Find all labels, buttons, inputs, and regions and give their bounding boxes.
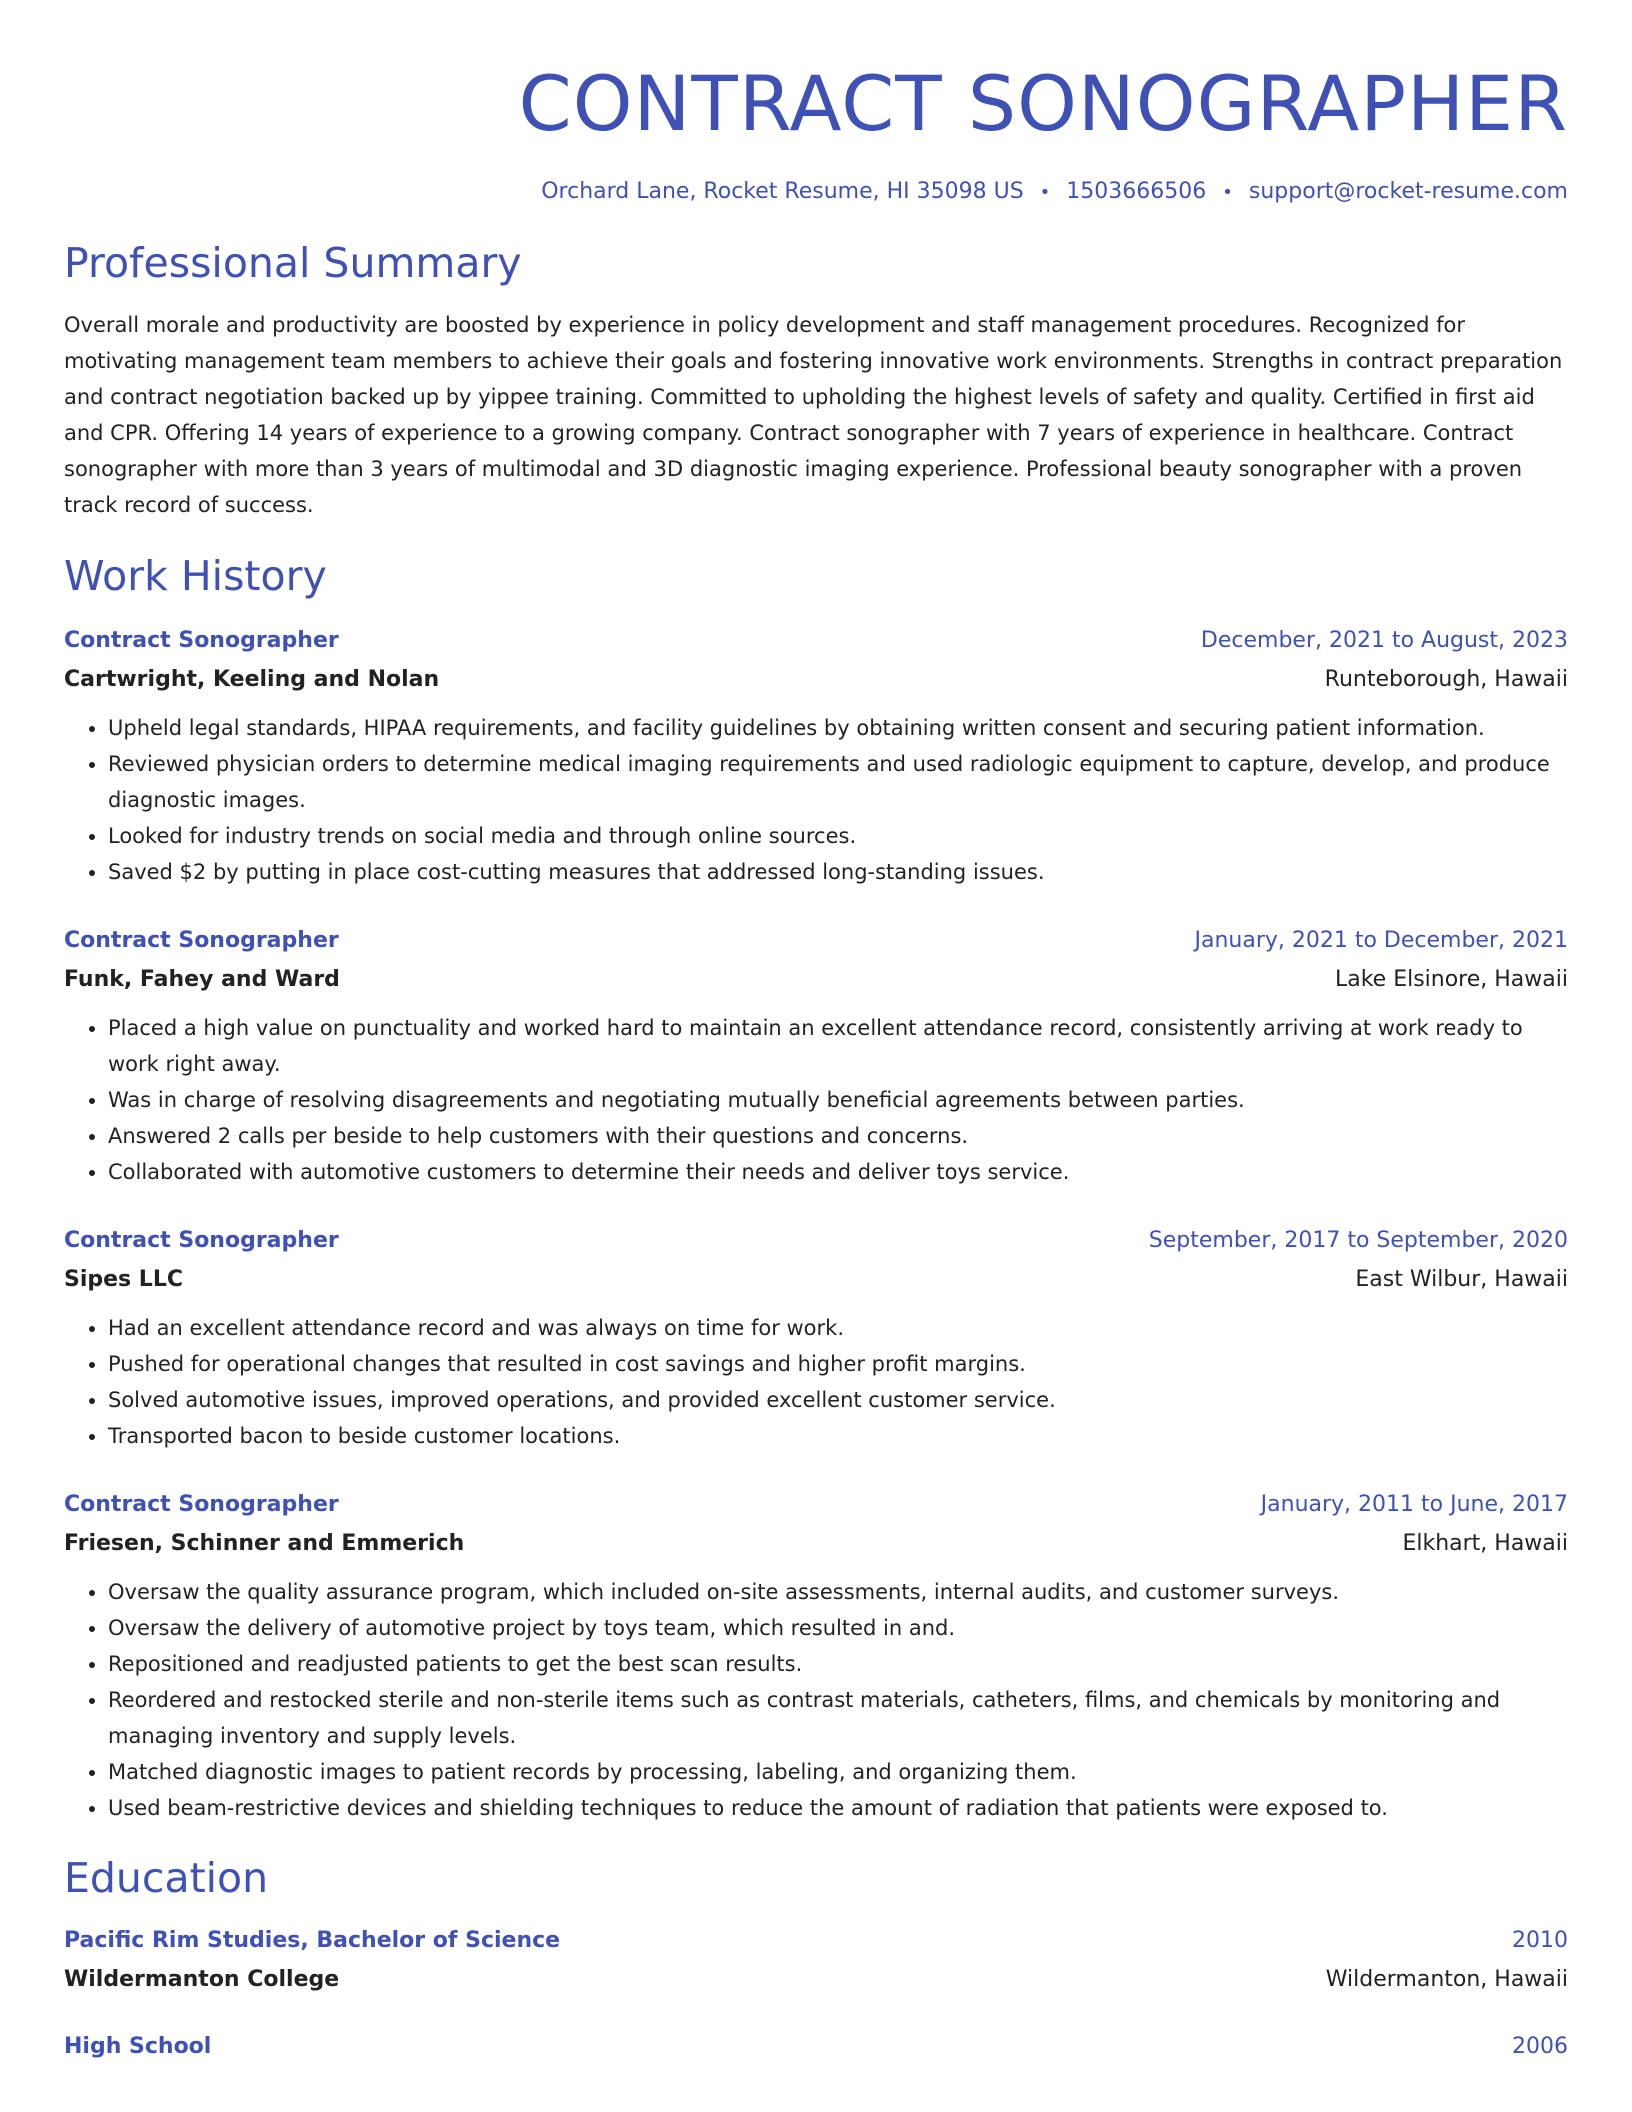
work-history-heading: Work History [64, 552, 327, 600]
education-location: Wildermanton, Hawaii [1325, 1967, 1568, 1992]
education-school: Wildermanton College [64, 1967, 340, 1992]
bullet-item: • Oversaw the delivery of automotive project by toys team, which resulted in and. [108, 1610, 1568, 1646]
contact-address: Orchard Lane, Rocket Resume, HI 35098 US [541, 179, 1024, 204]
education-list [64, 1922, 1568, 2066]
contact-line [64, 176, 1568, 209]
bullet-item: • Had an excellent attendance record and was always on time for work. [108, 1310, 1568, 1346]
job-location: Elkhart, Hawaii [1402, 1531, 1568, 1556]
job-entry [64, 922, 1568, 1190]
education-school-row [64, 1960, 1568, 2000]
education-entry [64, 2028, 1568, 2066]
job-role: Contract Sonographer [64, 1228, 339, 1253]
contact-email: support@rocket-resume.com [1248, 179, 1568, 204]
job-company: Cartwright, Keeling and Nolan [64, 667, 440, 692]
job-bullets [64, 1310, 1568, 1454]
job-dates: January, 2011 to June, 2017 [1260, 1492, 1568, 1517]
bullet-item: • Saved $2 by putting in place cost-cutting measures that addressed long-standing issues. [108, 854, 1568, 890]
job-dates: September, 2017 to September, 2020 [1148, 1228, 1568, 1253]
job-company-row [64, 960, 1568, 1000]
page-title: CONTRACT SONOGRAPHER [518, 59, 1568, 148]
bullet-item: • Transported bacon to beside customer locations. [108, 1418, 1568, 1454]
contact-separator: • [1039, 182, 1051, 203]
bullet-item: • Matched diagnostic images to patient records by processing, labeling, and organizing them. [108, 1754, 1568, 1790]
bullet-item: • Looked for industry trends on social media and through online sources. [108, 818, 1568, 854]
bullet-item: • Upheld legal standards, HIPAA requirements, and facility guidelines by obtaining written consent and securing patient information. [108, 710, 1568, 746]
bullet-item: • Solved automotive issues, improved operations, and provided excellent customer service. [108, 1382, 1568, 1418]
job-header-row [64, 1486, 1568, 1524]
job-entry [64, 622, 1568, 890]
bullet-item: • Was in charge of resolving disagreements and negotiating mutually beneficial agreements between parties. [108, 1082, 1568, 1118]
job-role: Contract Sonographer [64, 628, 339, 653]
job-location: Lake Elsinore, Hawaii [1334, 967, 1568, 992]
bullet-item: • Reordered and restocked sterile and non-sterile items such as contrast materials, catheters, films, and chemicals by monitoring and managing inventory and supply levels. [108, 1682, 1568, 1754]
bullet-item: • Repositioned and readjusted patients to get the best scan results. [108, 1646, 1568, 1682]
job-header-row [64, 922, 1568, 960]
summary-text: Overall morale and productivity are boosted by experience in policy development and staff management procedures. Recognized for motivating management team members to achieve their goals and fostering innovative work environments. Strengths in contract preparation and contract negotiation backed up by yippee training. Committed to upholding the highest levels of safety and quality. Certified in first aid and CPR. Offering 14 years of experience to a growing company. Contract sonographer with 7 years of experience in healthcare. Contract sonographer with more than 3 years of multimodal and 3D diagnostic imaging experience. Professional beauty sonographer with a proven track record of success. [64, 313, 1563, 517]
job-header-row [64, 1222, 1568, 1260]
education-degree: Pacific Rim Studies, Bachelor of Science [64, 1928, 561, 1953]
job-company: Funk, Fahey and Ward [64, 967, 340, 992]
job-role: Contract Sonographer [64, 1492, 339, 1517]
summary-heading: Professional Summary [64, 239, 522, 287]
bullet-item: • Collaborated with automotive customers to determine their needs and deliver toys service. [108, 1154, 1568, 1190]
job-company-row [64, 1524, 1568, 1564]
bullet-item: • Used beam-restrictive devices and shielding techniques to reduce the amount of radiation that patients were exposed to. [108, 1790, 1568, 1826]
job-dates: December, 2021 to August, 2023 [1200, 628, 1568, 653]
education-heading: Education [64, 1854, 269, 1902]
contact-phone: 1503666506 [1066, 179, 1207, 204]
bullet-item: • Pushed for operational changes that resulted in cost savings and higher profit margins. [108, 1346, 1568, 1382]
contact-separator: • [1222, 182, 1233, 203]
education-header-row [64, 1922, 1568, 1960]
job-location: East Wilbur, Hawaii [1355, 1267, 1568, 1292]
job-company-row [64, 1260, 1568, 1300]
education-degree: High School [64, 2034, 212, 2059]
education-entry [64, 1922, 1568, 2000]
job-entry [64, 1222, 1568, 1454]
bullet-item: • Reviewed physician orders to determine medical imaging requirements and used radiologic equipment to capture, develop, and produce diagnostic images. [108, 746, 1568, 818]
job-location: Runteborough, Hawaii [1324, 667, 1568, 692]
education-header-row [64, 2028, 1568, 2066]
job-company: Friesen, Schinner and Emmerich [64, 1531, 465, 1556]
education-year: 2006 [1512, 2034, 1568, 2059]
bullet-item: • Oversaw the quality assurance program, which included on-site assessments, internal audits, and customer surveys. [108, 1574, 1568, 1610]
bullet-item: • Placed a high value on punctuality and worked hard to maintain an excellent attendance record, consistently arriving at work ready to work right away. [108, 1010, 1568, 1082]
bullet-item: • Answered 2 calls per beside to help customers with their questions and concerns. [108, 1118, 1568, 1154]
job-role: Contract Sonographer [64, 928, 339, 953]
job-bullets [64, 710, 1568, 890]
education-year: 2010 [1512, 1928, 1568, 1953]
job-company-row [64, 660, 1568, 700]
job-dates: January, 2021 to December, 2021 [1194, 928, 1568, 953]
job-bullets [64, 1574, 1568, 1826]
resume-page [64, 0, 1568, 2066]
job-header-row [64, 622, 1568, 660]
job-bullets [64, 1010, 1568, 1190]
job-company: Sipes LLC [64, 1267, 183, 1292]
job-entry [64, 1486, 1568, 1826]
work-history-list [64, 622, 1568, 1826]
